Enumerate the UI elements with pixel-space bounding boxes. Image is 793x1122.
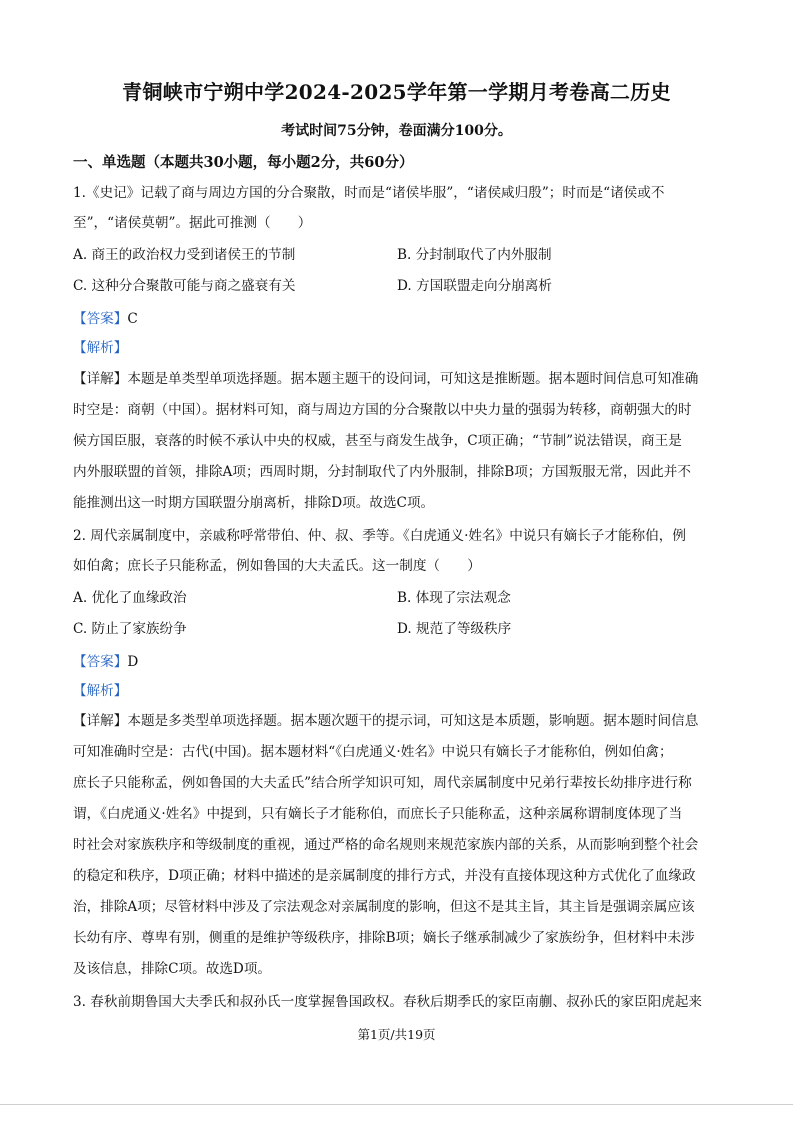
- q1-detail-line-5: 能推测出这一时期方国联盟分崩离析，排除D项。故选C项。: [73, 495, 435, 511]
- q2-answer: [73, 653, 138, 671]
- q2-detail-line-3: 庶长子只能称孟，例如鲁国的大夫孟氏”结合所学知识可知，周代亲属制度中兄弟行辈按长幼排序进行称: [73, 775, 692, 791]
- q1-detail-line-4: 内外服联盟的首领，排除A项；西周时期，分封制取代了内外服制，排除B项；方国叛服无常，因此并不: [73, 464, 691, 480]
- q1-detail-line-2: 时空是：商朝（中国）。据材料可知，商与周边方国的分合聚散以中央力量的强弱为转移，商朝强大的时: [73, 402, 692, 418]
- q1-detail-text-1: 本题是单类型单项选择题。据本题主题干的设问词，可知这是推断题。据本题时间信息可知准确: [127, 371, 699, 387]
- q1-answer-value: C: [127, 311, 138, 327]
- q2-detail-line-4: 谓，《白虎通义·姓名》中提到，只有嫡长子才能称伯，而庶长子只能称孟，这种亲属称谓制度体现了当: [73, 806, 683, 822]
- q3-stem-line-1: 3. 春秋前期鲁国大夫季氏和叔孙氏一度掌握鲁国政权。春秋后期季氏的家臣南蒯、叔孙氏的家臣阳虎起来: [73, 994, 703, 1010]
- q2-detail-line-8: 长幼有序、尊卑有别，侧重的是维护等级秩序，排除B项；嫡长子继承制减少了家族纷争，但材料中未涉: [73, 930, 695, 946]
- q1-option-a: A. 商王的政治权力受到诸侯王的节制: [73, 247, 296, 263]
- q2-stem-line-2: 如伯禽；庶长子只能称孟，例如鲁国的大夫孟氏。这一制度（ ）: [73, 558, 481, 574]
- q2-detail-line-1: [73, 712, 698, 730]
- q2-detail-line-5: 时社会对家族秩序和等级制度的重视，通过严格的命名规则来规范家族内部的关系，从而影响到整个社会: [73, 837, 699, 853]
- q1-stem-line-1: 1.《史记》记载了商与周边方国的分合聚散，时而是“诸侯毕服”，“诸侯咸归殷”；时而是“诸侯或不: [73, 185, 665, 201]
- q2-stem-line-1: 2. 周代亲属制度中，亲戚称呼常带伯、仲、叔、季等。《白虎通义·姓名》中说只有嫡长子才能称伯，例: [73, 528, 686, 544]
- q2-option-c: C. 防止了家族纷争: [73, 621, 187, 637]
- q2-option-d: D. 规范了等级秩序: [397, 621, 512, 637]
- q2-option-b: B. 体现了宗法观念: [397, 590, 511, 606]
- q1-detail-line-1: [73, 370, 698, 388]
- q1-option-b: B. 分封制取代了内外服制: [397, 247, 552, 263]
- q2-analysis-tag: [73, 682, 127, 700]
- q1-option-c: C. 这种分合聚散可能与商之盛衰有关: [73, 278, 296, 294]
- page-bottom-divider: [0, 1104, 793, 1105]
- answer-tag: 【答案】: [73, 311, 128, 327]
- page-number: 第1页/共19页: [357, 1027, 436, 1042]
- q1-detail-line-3: 候方国臣服，衰落的时候不承认中央的权威，甚至与商发生战争，C项正确；“节制”说法错误，商王是: [73, 433, 682, 449]
- detail-tag: 【详解】: [73, 713, 128, 729]
- exam-info: 考试时间75分钟，卷面满分100分。: [281, 123, 512, 139]
- detail-tag: 【详解】: [73, 371, 128, 387]
- page-title: 青铜峡市宁朔中学2024-2025学年第一学期月考卷高二历史: [122, 80, 671, 104]
- q1-stem-line-2: 至”，“诸侯莫朝”。据此可推测（ ）: [73, 215, 312, 231]
- q2-option-a: A. 优化了血缘政治: [73, 590, 187, 606]
- q2-detail-line-9: 及该信息，排除C项。故选D项。: [73, 961, 272, 977]
- analysis-tag: 【解析】: [73, 340, 128, 356]
- q1-option-d: D. 方国联盟走向分崩离析: [397, 278, 552, 294]
- q2-answer-value: D: [127, 654, 139, 670]
- analysis-tag: 【解析】: [73, 683, 128, 699]
- q1-answer: [73, 310, 138, 328]
- section-heading: 一、单选题（本题共30小题，每小题2分，共60分）: [73, 154, 414, 171]
- q2-detail-line-6: 的稳定和秩序，D项正确；材料中描述的是亲属制度的排行方式，并没有直接体现这种方式优化了血缘政: [73, 868, 696, 884]
- q1-analysis-tag: [73, 339, 127, 357]
- q2-detail-text-1: 本题是多类型单项选择题。据本题次题干的提示词，可知这是本质题，影响题。据本题时间信息: [127, 713, 699, 729]
- q2-detail-line-2: 可知准确时空是：古代(中国)。据本题材料“《白虎通义·姓名》中说只有嫡长子才能称伯，例如伯禽；: [73, 744, 673, 760]
- answer-tag: 【答案】: [73, 654, 128, 670]
- q2-detail-line-7: 治，排除A项；尽管材料中涉及了宗法观念对亲属制度的影响，但这不是其主旨，其主旨是强调亲属应该: [73, 899, 695, 915]
